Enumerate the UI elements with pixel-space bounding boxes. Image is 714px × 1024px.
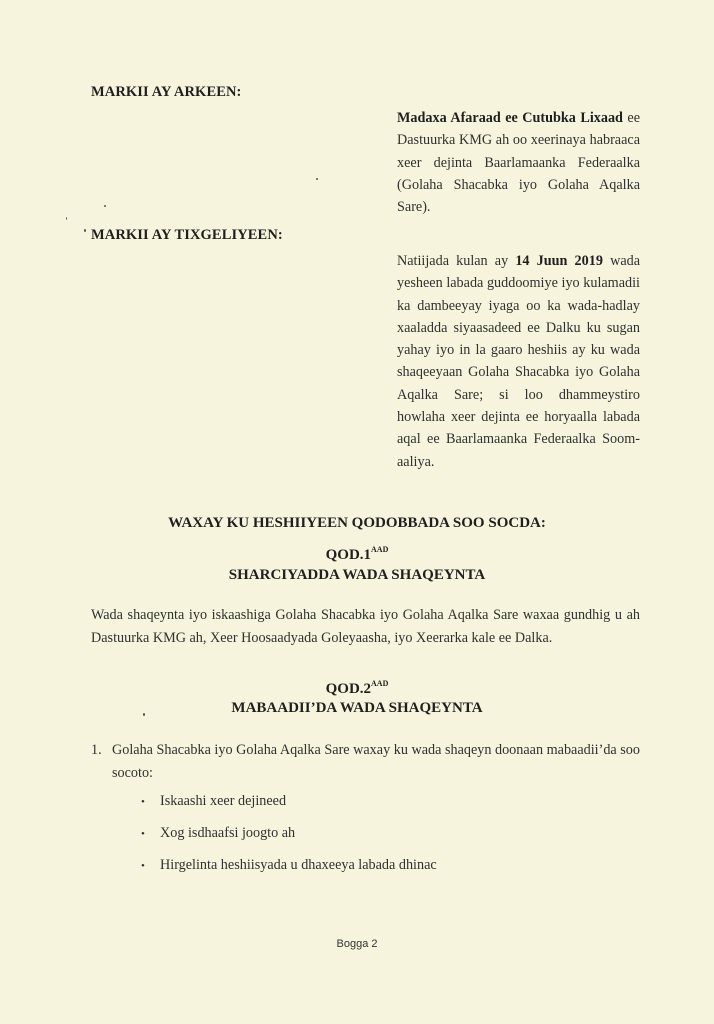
article-2-number-text: QOD.2	[325, 681, 372, 697]
article-2-suffix: AAD	[371, 679, 389, 688]
article-1-number	[0, 545, 714, 564]
scan-speck	[143, 713, 145, 716]
list-item	[141, 793, 286, 810]
scan-speck	[104, 205, 106, 207]
bullet-icon: •	[141, 860, 145, 872]
article-2-number	[0, 679, 714, 698]
list-item-text: Hirgelinta heshiisyada u dhaxeeya labada dhinac	[160, 857, 437, 873]
article-1-body: Wada shaqeynta iyo iskaashiga Golaha Shacabka iyo Golaha Aqalka Sare waxaa gundhig u ah Dastuurka KMG ah, Xeer Hoosaadyada Goleyaasha, iyo Xeerarka kale ee Dalka.	[91, 607, 640, 646]
recital-text-rest: wada yesheen labada guddoomiye iyo kulamadii ka dambeeyay iyaga oo ka wada-hadlay xaaladda siyaasadeed ee Dalku ku sugan yahay iyo in la gaaro heshiis ay ku wada shaqeeyaan Golaha Shacabka iyo Golaha Aqalka Sare; si loo dhammeystiro howlaha xeer dejinta ee horyaalla labada aqal ee Baarlamaanka Federaalka Soom-aaliya.	[397, 253, 641, 470]
recital-label-tixgeliyeen: MARKII AY TIXGELIYEEN:	[91, 227, 283, 243]
article-1-suffix: AAD	[371, 545, 389, 554]
recital-text-tixgeliyeen	[397, 250, 640, 473]
item-number: 1.	[91, 742, 102, 758]
recital-text-start: Natiijada kulan ay	[397, 253, 516, 269]
agreement-heading: WAXAY KU HESHIIYEEN QODOBBADA SOO SOCDA:	[168, 515, 546, 531]
recital-label-arkeen: MARKII AY ARKEEN:	[91, 84, 242, 100]
list-item	[141, 857, 437, 874]
bullet-icon: •	[141, 796, 145, 808]
article-2-title: MABAADII’DA WADA SHAQEYNTA	[231, 700, 483, 716]
list-item-text: Iskaashi xeer dejineed	[160, 793, 287, 809]
recital-text-rest: ee Dastuurka KMG ah oo xeerinaya habraaca xeer dejinta Baarlamaanka Federaalka (Golaha Shacabka iyo Golaha Aqalka Sare).	[397, 110, 640, 216]
recital-date: 14 Juun 2019	[515, 253, 603, 269]
list-item-text: Xog isdhaafsi joogto ah	[160, 825, 296, 841]
item-text: Golaha Shacabka iyo Golaha Aqalka Sare waxay ku wada shaqeyn doonaan mabaadii’da soo socoto:	[112, 742, 640, 781]
scan-speck	[66, 217, 67, 220]
article-1-title: SHARCIYADDA WADA SHAQEYNTA	[228, 567, 486, 583]
scan-speck	[316, 178, 318, 180]
article-1-number-text: QOD.1	[325, 547, 372, 563]
bullet-icon: •	[141, 828, 145, 840]
recital-text-arkeen	[397, 107, 640, 218]
article-2-item-1	[91, 739, 640, 784]
page-number: Bogga 2	[336, 938, 378, 950]
list-item	[141, 825, 295, 842]
scan-speck	[84, 229, 86, 232]
recital-text-bold: Madaxa Afaraad ee Cutubka Lixaad	[397, 110, 623, 126]
